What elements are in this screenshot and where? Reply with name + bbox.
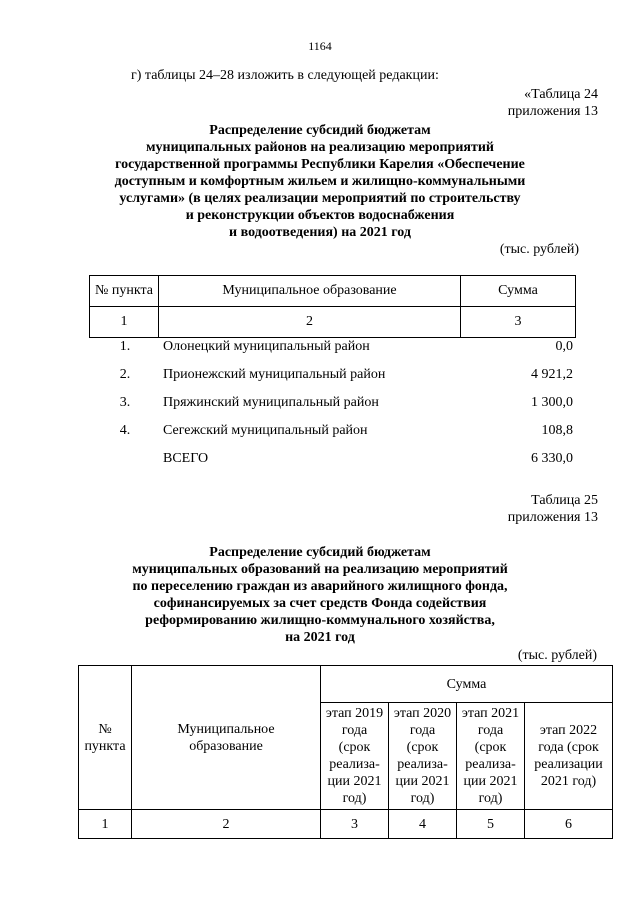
- stage-line: этап 2020: [393, 706, 452, 721]
- title-line: по переселению граждан из аварийного жилищного фонда,: [132, 579, 508, 594]
- stage-line: года: [341, 723, 368, 738]
- header-number-line: №: [98, 721, 112, 737]
- title-line: доступным и комфортным жильем и жилищно-коммунальными: [114, 174, 526, 189]
- table25-ref-line2: приложения 13: [507, 510, 598, 525]
- stage-line: год): [410, 791, 435, 806]
- stage-line: год): [342, 791, 367, 806]
- table24-title: [80, 122, 560, 241]
- row-sum: 1 300,0: [531, 395, 573, 410]
- header-municipality-line: образование: [189, 738, 263, 754]
- table25-units: (тыс. рублей): [517, 648, 597, 663]
- title-line: реформированию жилищно-коммунального хозяйства,: [145, 613, 495, 628]
- title-line: Распределение субсидий бюджетам: [209, 123, 431, 138]
- title-line: муниципальных образований на реализацию мероприятий: [132, 562, 508, 577]
- table24-ref-line1: «Таблица 24: [524, 87, 598, 102]
- title-line: на 2021 год: [285, 630, 355, 645]
- column-number: 4: [389, 810, 457, 839]
- column-number: 6: [525, 810, 613, 839]
- column-number: 1: [79, 810, 132, 839]
- column-number: 2: [132, 810, 321, 839]
- table25-ref-line1: Таблица 25: [531, 493, 598, 508]
- table25-title: [80, 544, 560, 646]
- row-municipality: Сегежский муниципальный район: [163, 423, 368, 438]
- row-number: 1.: [119, 339, 131, 354]
- stage-line: ции 2021: [395, 774, 450, 789]
- stage-line: 2021 год): [540, 774, 597, 789]
- header-cell-sum: Сумма: [461, 276, 576, 307]
- title-line: и реконструкции объектов водоснабжения: [185, 208, 455, 223]
- row-sum: 6 330,0: [531, 451, 573, 466]
- stage-line: год): [478, 791, 503, 806]
- row-number: 3.: [119, 395, 131, 410]
- table24-units: (тыс. рублей): [499, 242, 579, 257]
- title-line: софинансируемых за счет средств Фонда содействия: [153, 596, 487, 611]
- stage-line: (срок: [338, 740, 371, 755]
- stage-line: года: [477, 723, 504, 738]
- header-cell-municipality: [132, 666, 321, 810]
- table24-body: [89, 333, 576, 473]
- header-cell-number: [79, 666, 132, 810]
- table-row: [89, 361, 576, 389]
- header-cell-stage-2022: [525, 703, 613, 810]
- stage-line: этап 2022: [539, 723, 598, 738]
- page-number: 1164: [308, 39, 332, 53]
- table24-header: [89, 275, 576, 338]
- table24-header-row: [90, 276, 576, 307]
- title-line: муниципальных районов на реализацию мероприятий: [146, 140, 494, 155]
- row-sum: 108,8: [541, 423, 573, 438]
- stage-line: года (срок: [538, 740, 599, 755]
- column-number: 3: [321, 810, 389, 839]
- column-number: 1: [90, 307, 159, 338]
- table24-ref-line2: приложения 13: [507, 104, 598, 119]
- table25-header-row1: [79, 666, 613, 703]
- header-number-line: пункта: [84, 738, 126, 754]
- stage-line: реализа-: [465, 757, 516, 772]
- header-cell-stage-2021: [457, 703, 525, 810]
- row-number: 2.: [119, 367, 131, 382]
- table-row: [89, 417, 576, 445]
- stage-line: реализа-: [397, 757, 448, 772]
- table-row-total: [89, 445, 576, 473]
- column-number: 5: [457, 810, 525, 839]
- stage-line: реализации: [534, 757, 603, 772]
- table25-header: [78, 665, 613, 839]
- stage-line: (срок: [474, 740, 507, 755]
- stage-line: этап 2019: [325, 706, 384, 721]
- row-municipality: Олонецкий муниципальный район: [163, 339, 370, 354]
- stage-line: (срок: [406, 740, 439, 755]
- title-line: и водоотведения) на 2021 год: [229, 225, 411, 240]
- table-row: [89, 333, 576, 361]
- row-sum: 4 921,2: [531, 367, 573, 382]
- row-number: 4.: [119, 423, 131, 438]
- header-cell-municipality: Муниципальное образование: [159, 276, 461, 307]
- header-cell-stage-2019: [321, 703, 389, 810]
- table25-column-numbers: [79, 810, 613, 839]
- column-number: 3: [461, 307, 576, 338]
- stage-line: ции 2021: [463, 774, 518, 789]
- header-cell-number: № пункта: [90, 276, 159, 307]
- table24-reference: [508, 86, 598, 120]
- column-number: 2: [159, 307, 461, 338]
- header-municipality-line: Муниципальное: [177, 721, 275, 737]
- stage-line: года: [409, 723, 436, 738]
- intro-text: г) таблицы 24–28 изложить в следующей редакции:: [131, 68, 439, 83]
- header-cell-stage-2020: [389, 703, 457, 810]
- table25-reference: [508, 492, 598, 526]
- title-line: государственной программы Республики Карелия «Обеспечение: [115, 157, 525, 172]
- header-cell-sum: Сумма: [321, 666, 613, 703]
- row-municipality: ВСЕГО: [163, 451, 209, 466]
- row-sum: 0,0: [555, 339, 573, 354]
- title-line: Распределение субсидий бюджетам: [209, 545, 431, 560]
- table-row: [89, 389, 576, 417]
- stage-line: этап 2021: [461, 706, 520, 721]
- stage-line: ции 2021: [327, 774, 382, 789]
- stage-line: реализа-: [329, 757, 380, 772]
- title-line: услугами» (в целях реализации мероприятий по строительству: [119, 191, 521, 206]
- row-municipality: Пряжинский муниципальный район: [163, 395, 379, 410]
- row-municipality: Прионежский муниципальный район: [163, 367, 386, 382]
